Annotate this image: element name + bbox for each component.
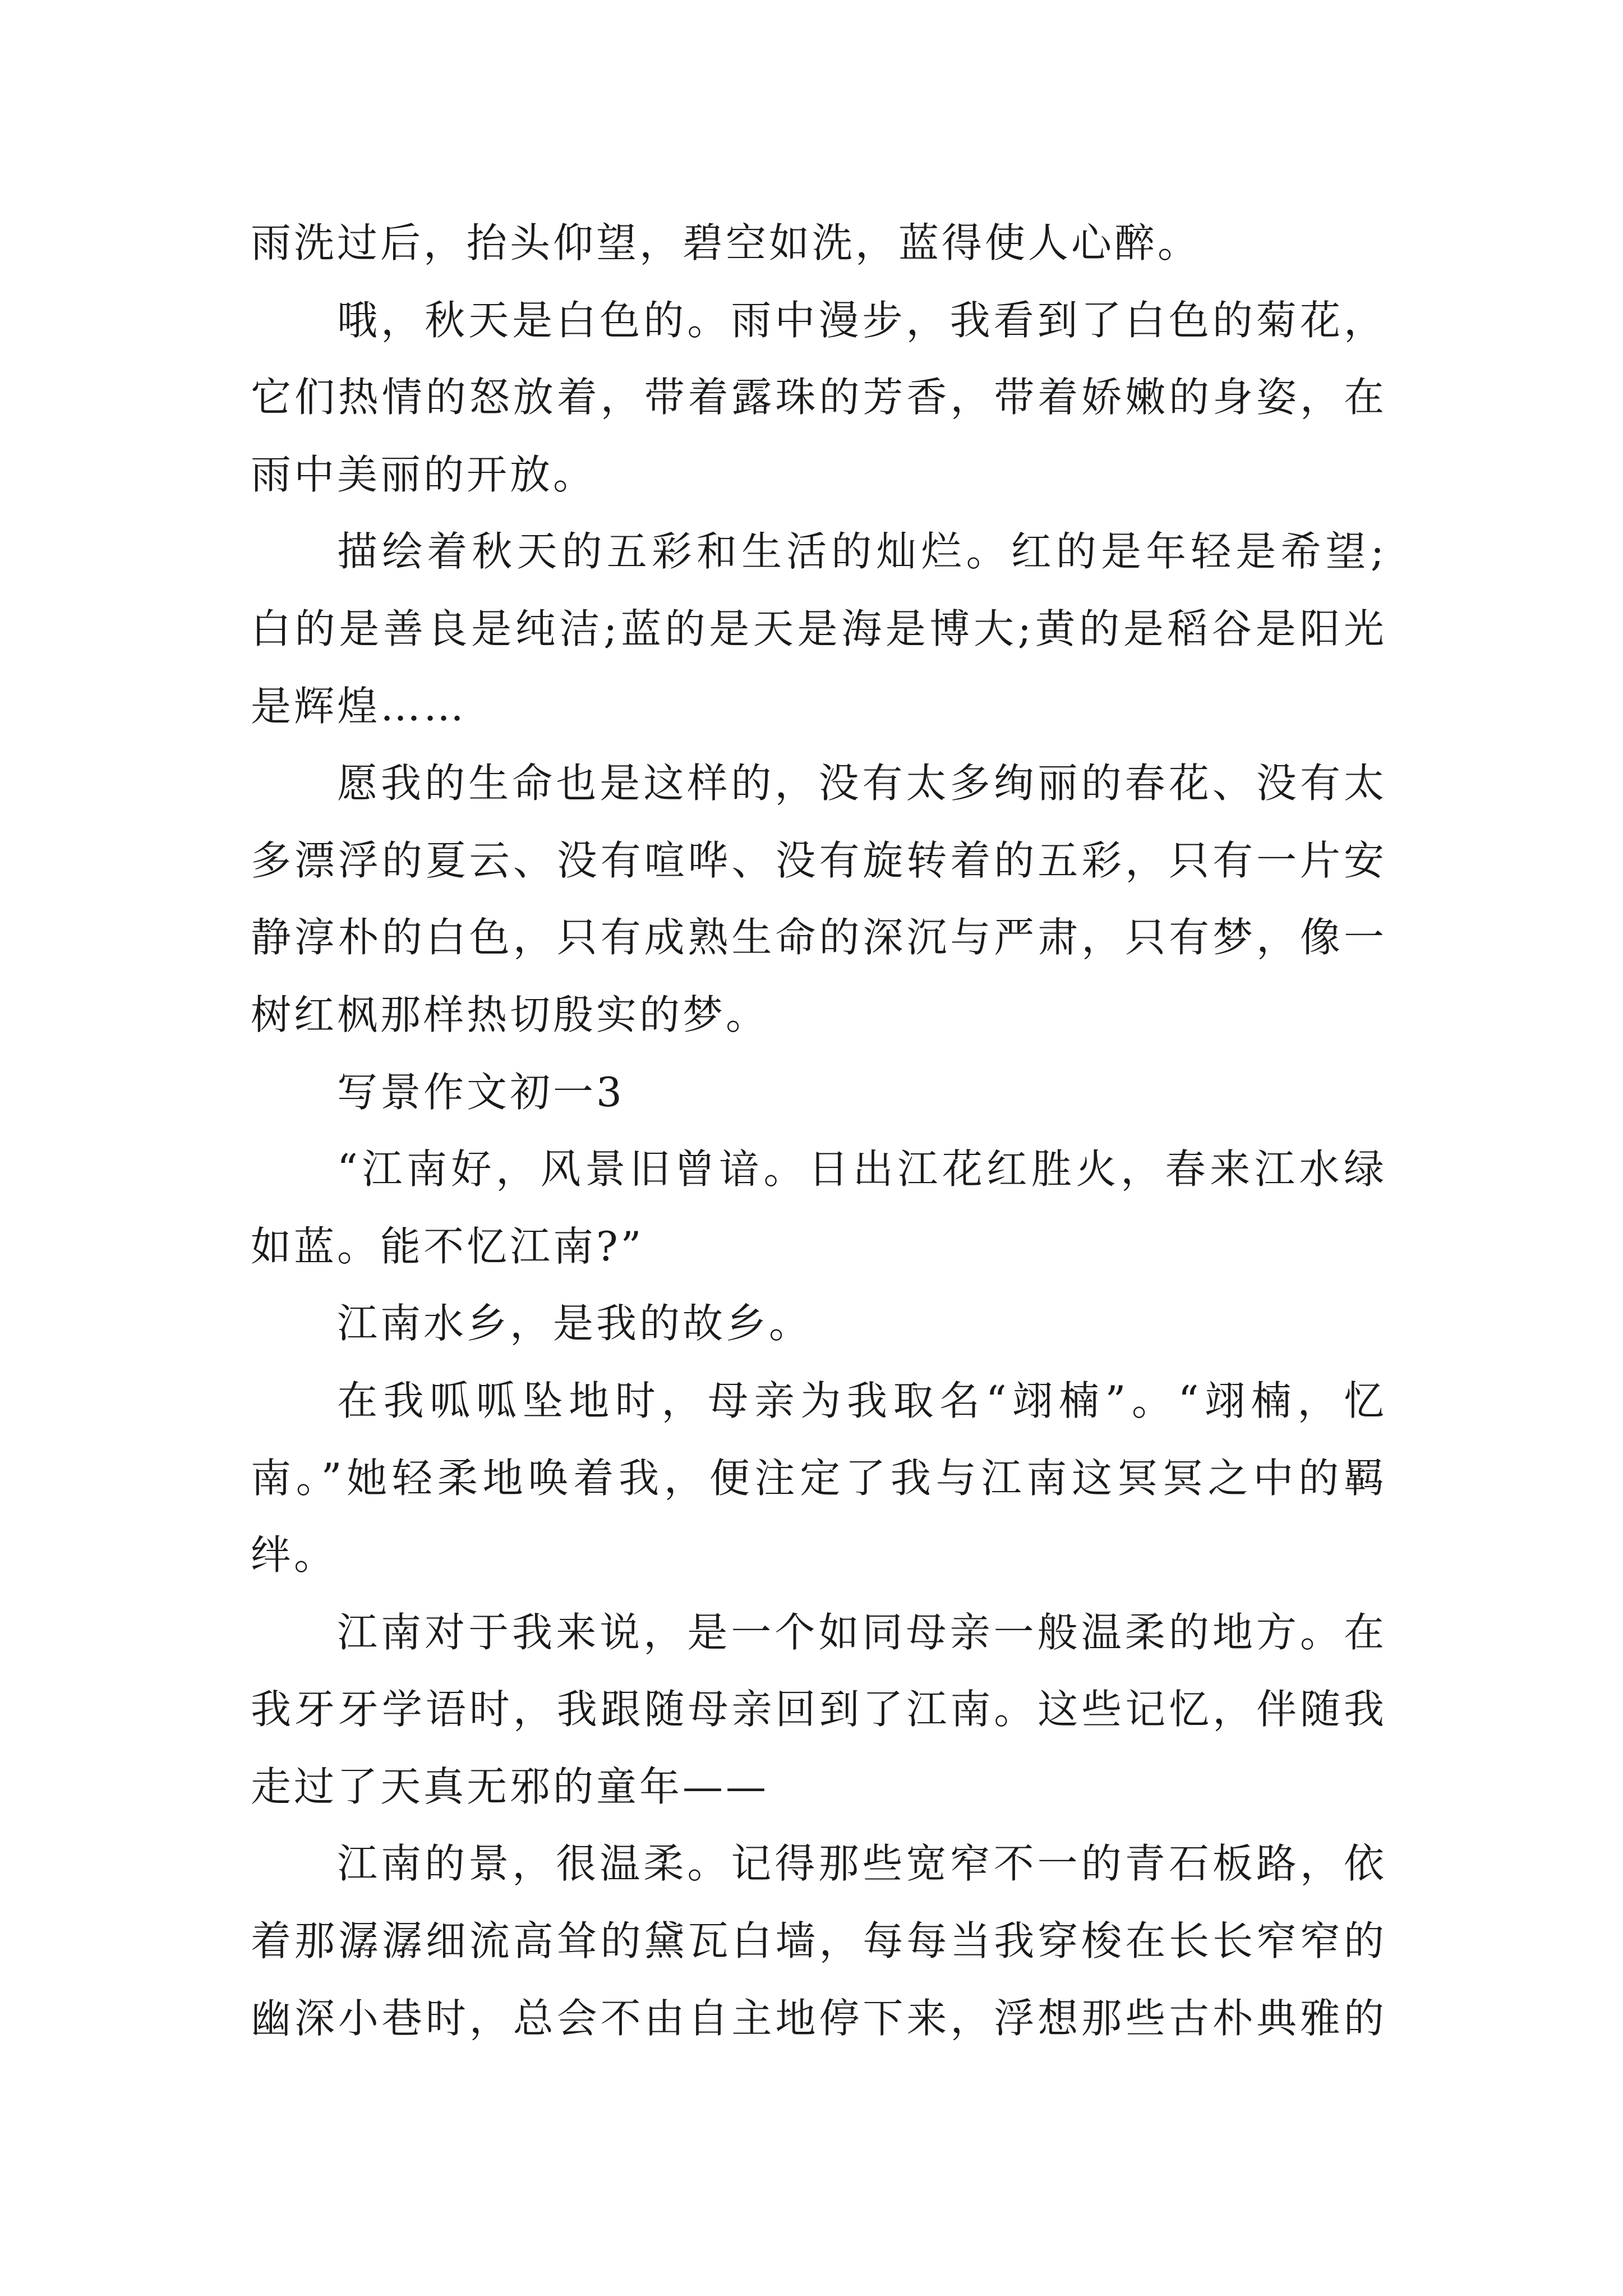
text-line: 绊。 bbox=[251, 1531, 338, 1579]
text-line: 南。”她轻柔地唤着我，便注定了我与江南这冥冥之中的羁 bbox=[251, 1454, 1387, 1502]
document-body bbox=[251, 205, 1387, 2057]
text-line: 雨洗过后，抬头仰望，碧空如洗，蓝得使人心醉。 bbox=[251, 219, 1201, 266]
text-line: 如蓝。能不忆江南?” bbox=[251, 1222, 644, 1270]
text-line: 静淳朴的白色，只有成熟生命的深沉与严肃，只有梦，像一 bbox=[251, 914, 1387, 961]
section-heading-text: 写景作文初一3 bbox=[337, 1068, 625, 1116]
text-line: 它们热情的怒放着，带着露珠的芳香，带着娇嫩的身姿，在 bbox=[251, 374, 1387, 421]
paragraph bbox=[251, 1285, 1387, 1363]
text-line: 愿我的生命也是这样的，没有太多绚丽的春花、没有太 bbox=[337, 760, 1387, 807]
text-line: 幽深小巷时，总会不由自主地停下来，浮想那些古朴典雅的 bbox=[251, 1994, 1387, 2042]
text-line: 哦，秋天是白色的。雨中漫步，我看到了白色的菊花， bbox=[337, 296, 1387, 344]
text-line: 树红枫那样热切殷实的梦。 bbox=[251, 991, 769, 1038]
paragraph bbox=[251, 1131, 1387, 1285]
text-line: 雨中美丽的开放。 bbox=[251, 450, 597, 498]
text-line: 白的是善良是纯洁;蓝的是天是海是博大;黄的是稻谷是阳光 bbox=[251, 605, 1387, 652]
text-line: 江南水乡，是我的故乡。 bbox=[337, 1300, 813, 1347]
text-line: 江南的景，很温柔。记得那些宽窄不一的青石板路，依 bbox=[337, 1840, 1387, 1888]
text-line: 走过了天真无邪的童年—— bbox=[251, 1763, 769, 1810]
text-line: “江南好，风景旧曾谙。日出江花红胜火，春来江水绿 bbox=[337, 1145, 1387, 1193]
text-line: 在我呱呱坠地时，母亲为我取名“翊楠”。“翊楠，忆 bbox=[337, 1377, 1387, 1424]
text-line: 多漂浮的夏云、没有喧哗、没有旋转着的五彩，只有一片安 bbox=[251, 836, 1387, 884]
text-line: 着那潺潺细流高耸的黛瓦白墙，每每当我穿梭在长长窄窄的 bbox=[251, 1917, 1387, 1965]
paragraph bbox=[251, 205, 1387, 282]
paragraph bbox=[251, 282, 1387, 514]
text-line: 是辉煌…… bbox=[251, 682, 467, 730]
text-line: 江南对于我来说，是一个如同母亲一般温柔的地方。在 bbox=[337, 1608, 1387, 1656]
paragraph bbox=[251, 1825, 1387, 2057]
paragraph bbox=[251, 1363, 1387, 1594]
text-line: 描绘着秋天的五彩和生活的灿烂。红的是年轻是希望; bbox=[337, 528, 1387, 576]
paragraph bbox=[251, 513, 1387, 745]
paragraph bbox=[251, 1594, 1387, 1826]
paragraph bbox=[251, 745, 1387, 1053]
section-heading bbox=[251, 1054, 1387, 1131]
text-line: 我牙牙学语时，我跟随母亲回到了江南。这些记忆，伴随我 bbox=[251, 1686, 1387, 1733]
